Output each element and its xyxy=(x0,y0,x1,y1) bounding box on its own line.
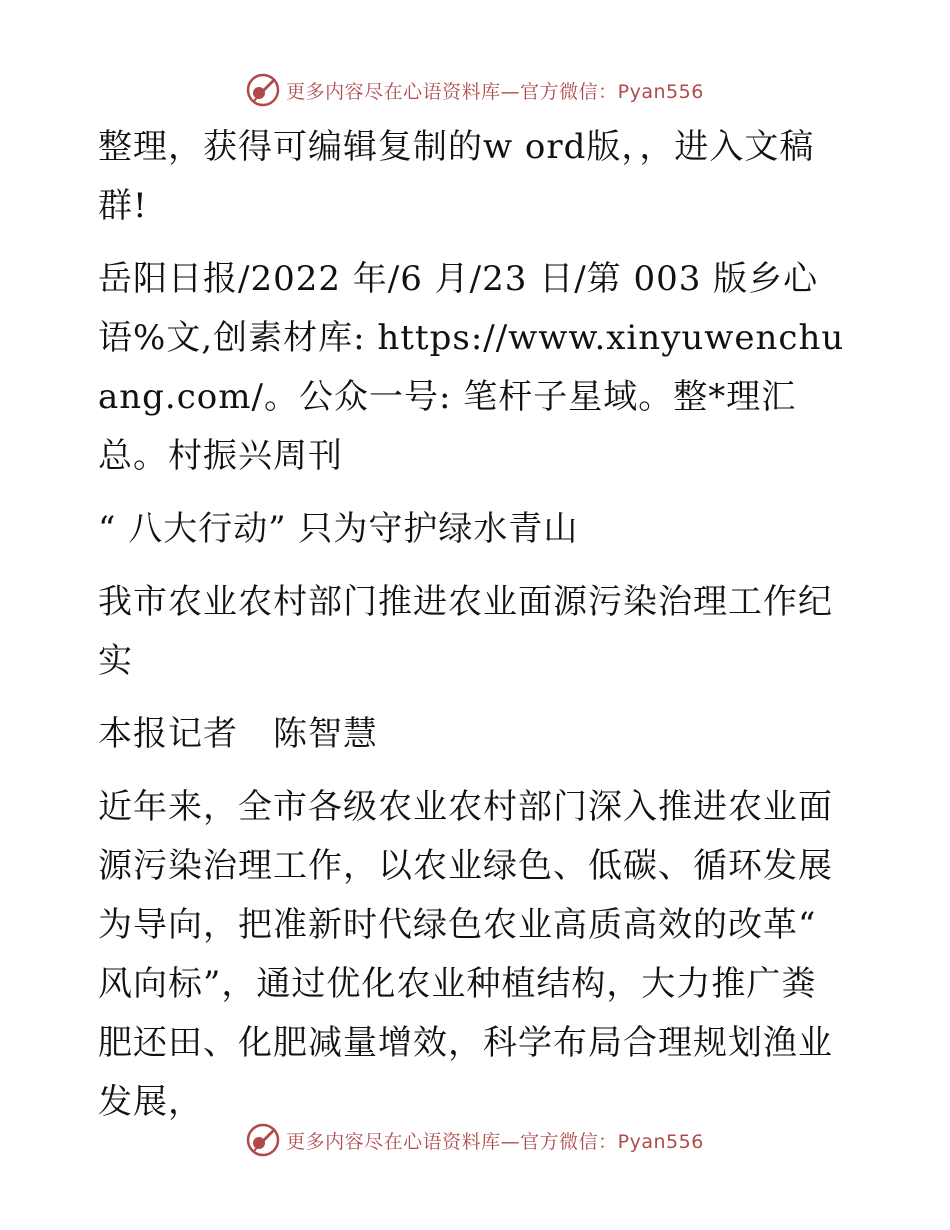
paragraph-source: 岳阳日报/2022 年/6 月/23 日/第 003 版乡心语%文,创素材库: https://www.xinyuwenchuang.com/。公众一号: 笔杆子星域。整*理汇总。村振兴周刊 xyxy=(98,259,845,476)
header-banner xyxy=(0,70,950,110)
footer-banner xyxy=(0,1120,950,1160)
paragraph-intro: 整理，获得可编辑复制的w ord版，，进入文稿群! xyxy=(98,127,815,226)
article-body-paragraph: 近年来，全市各级农业农村部门深入推进农业面源污染治理工作，以农业绿色、低碳、循环发展为导向，把准新时代绿色农业高质高效的改革“ 风向标”，通过优化农业种植结构，大力推广粪肥还田、化肥减量增效，科学布局合理规划渔业发展， xyxy=(98,787,833,1122)
article-subtitle: 我市农业农村部门推进农业面源污染治理工作纪实 xyxy=(98,582,833,681)
quill-ink-logo-icon xyxy=(246,73,280,107)
quill-ink-logo-icon xyxy=(246,1123,280,1157)
footer-banner-text: 更多内容尽在心语资料库—官方微信：Pyan556 xyxy=(286,1130,704,1153)
article-byline: 本报记者 陈智慧 xyxy=(98,714,378,754)
document-body xyxy=(98,118,850,1146)
header-banner-text: 更多内容尽在心语资料库—官方微信：Pyan556 xyxy=(286,80,704,103)
article-title: “ 八大行动” 只为守护绿水青山 xyxy=(98,509,579,549)
